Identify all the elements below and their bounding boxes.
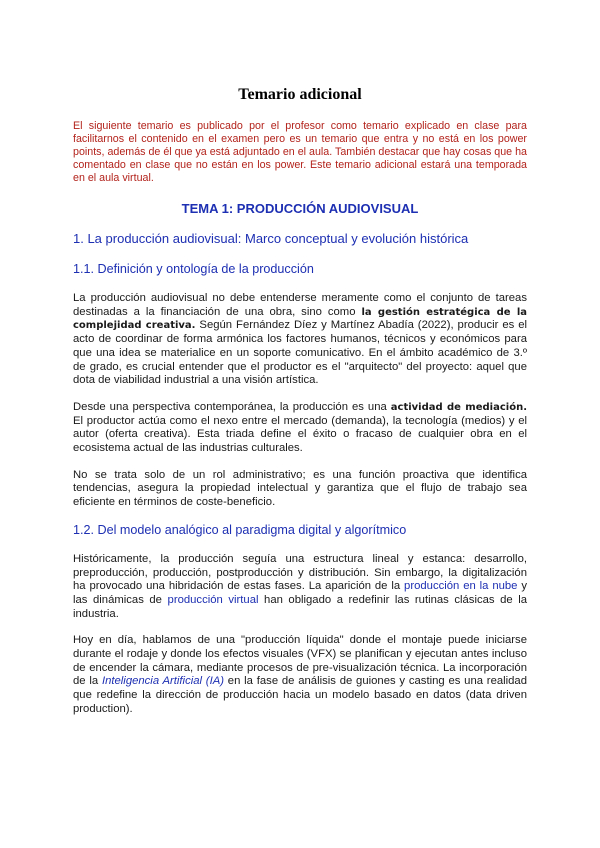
paragraph-2 <box>73 401 527 456</box>
document-title: Temario adicional <box>238 86 362 103</box>
paragraph-4 <box>73 553 527 622</box>
section-1-1-heading: 1.1. Definición y ontología de la producción <box>73 262 314 276</box>
intro-note: El siguiente temario es publicado por el profesor como temario explicado en clase para facilitarnos el contenido en el examen pero es un temario que entra y no está en los power points, además de él que ya está adjuntado en el aula. También destacar que hay cosas que ha comentado en clase que no están en los power. Este temario adicional estará una temporada en el aula virtual. <box>73 120 527 184</box>
paragraph-1-text-a: La producción audiovisual no debe entenderse meramente como el conjunto de tareas destinadas a la financiación de una obra, sino como <box>73 292 527 318</box>
document-content <box>73 86 527 730</box>
section-1-2-heading: 1.2. Del modelo analógico al paradigma digital y algorítmico <box>73 522 407 537</box>
paragraph-1-text-b: Según Fernández Díez y Martínez Abadía (2022), producir es el acto de coordinar de forma armónica los factores humanos, técnicos y económicos para que una idea se materialice en un soporte comunicativo. En el ámbito académico de 3.º de grado, es crucial entender que el productor es el "arquitecto" del proyecto: aquel que dota de viabilidad industrial a una visión artística. <box>73 319 527 387</box>
paragraph-5-text-b: en la fase de análisis de guiones y casting es una realidad que redefine la dirección de producción hacia un modelo basado en datos (data driven production). <box>73 675 528 715</box>
paragraph-5-text-a: Hoy en día, hablamos de una "producción líquida" donde el montaje puede iniciarse durante el rodaje y donde los efectos visuales (VFX) se planifican y ejecutan antes incluso de encender la cámara, mediante procesos de pre-visualización técnica. La incorporación de la <box>73 634 527 688</box>
paragraph-2-text-b: El productor actúa como el nexo entre el mercado (demanda), la tecnología (medios) y el autor (oferta creativa). Esta triada define el éxito o fracaso de cualquier obra en el ecosistema actual de las industrias culturales. <box>73 414 527 455</box>
section-1-heading: 1. La producción audiovisual: Marco conceptual y evolución histórica <box>73 231 469 246</box>
link-produccion-virtual[interactable]: producción virtual <box>167 593 259 606</box>
paragraph-1-strong: la gestión estratégica de la complejidad creativa. <box>73 306 528 332</box>
tema-heading: TEMA 1: PRODUCCIÓN AUDIOVISUAL <box>181 201 419 216</box>
paragraph-2-text-a: Desde una perspectiva contemporánea, la producción es una <box>73 400 391 413</box>
paragraph-3: No se trata solo de un rol administrativo; es una función proactiva que identifica tendencias, asegura la propiedad intelectual y garantiza que el flujo de trabajo sea eficiente en términos de coste-beneficio. <box>73 468 527 509</box>
paragraph-4-text-c: han obligado a redefinir las rutinas clásicas de la industria. <box>73 593 527 620</box>
paragraph-1 <box>73 292 527 388</box>
paragraph-4-text-a: Históricamente, la producción seguía una estructura lineal y estanca: desarrollo, preproducción, producción, postproducción y distribución. Sin embargo, la digitalización ha provocado una hibridación de estas fases. La aparición de la <box>73 552 527 593</box>
link-produccion-nube[interactable]: producción en la nube <box>404 580 518 593</box>
paragraph-5 <box>73 634 527 716</box>
paragraph-2-strong: actividad de mediación. <box>390 401 527 413</box>
link-inteligencia-artificial[interactable]: Inteligencia Artificial (IA) <box>101 675 225 688</box>
paragraph-4-text-b: y las dinámicas de <box>73 580 528 606</box>
